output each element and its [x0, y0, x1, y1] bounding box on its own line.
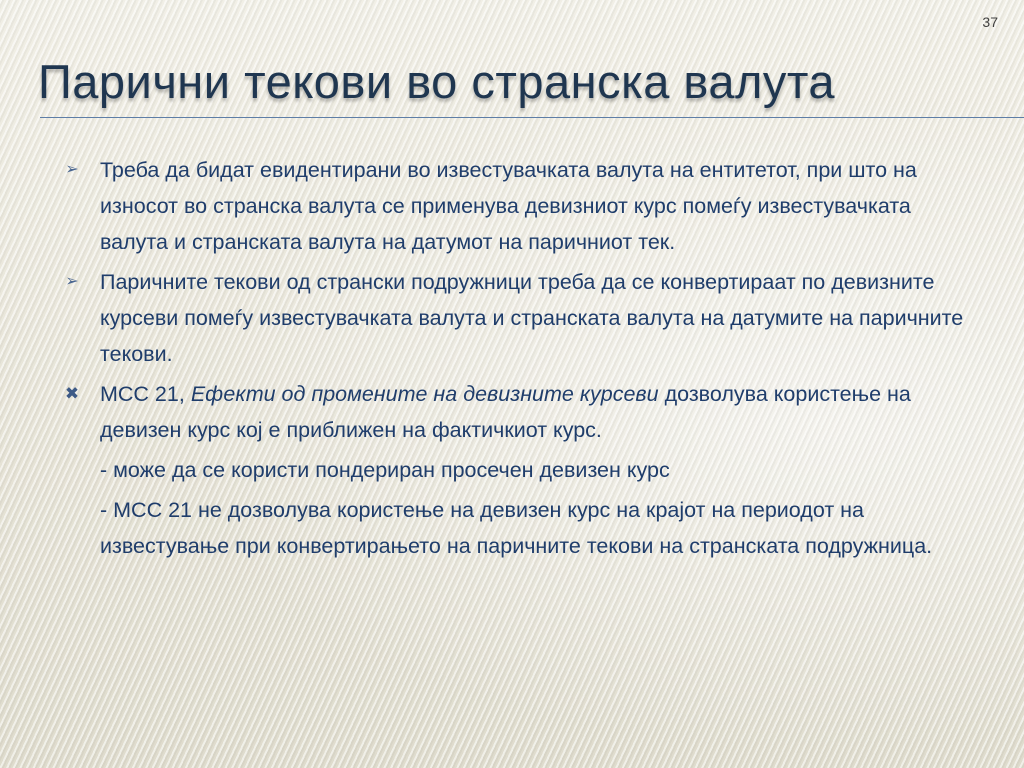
- bullet-item: [62, 152, 972, 260]
- x-mark-icon: ✖: [64, 384, 80, 403]
- bullet-text: Треба да бидат евидентирани во известувачката валута на ентитетот, при што на износот во странска валута се применува девизниот курс помеѓу известувачката валута и странската валута на датумот на паричниот тек.: [100, 158, 917, 254]
- bullet-text: [100, 382, 911, 442]
- sub-line: - може да се користи пондериран просечен девизен курс: [100, 458, 670, 482]
- slide-body: [62, 152, 972, 568]
- title-underline-divider: [40, 117, 1024, 118]
- chevron-right-icon: ➢: [65, 161, 79, 178]
- bullet-item: [62, 264, 972, 372]
- slide-number: 37: [982, 14, 998, 30]
- bullet-text: Паричните текови од странски подружници треба да се конвертираат по девизните курсеви помеѓу известувачката валута и странската валута на датумите на паричните текови.: [100, 270, 964, 366]
- bullet-text-prefix: МСС 21,: [100, 382, 191, 406]
- bullet-item: [62, 376, 972, 448]
- standard-title-italic: Ефекти од промените на девизните курсеви: [190, 382, 659, 406]
- chevron-right-icon: ➢: [65, 273, 79, 290]
- slide-title: Парични текови во странска валута: [38, 55, 836, 108]
- sub-line: - МСС 21 не дозволува користење на девизен курс на крајот на периодот на известување при конвертирањето на паричните текови на странската подружница.: [100, 498, 933, 558]
- bullet-text-suffix: дозволува користење на девизен курс кој е приближен на фактичкиот курс.: [100, 382, 911, 442]
